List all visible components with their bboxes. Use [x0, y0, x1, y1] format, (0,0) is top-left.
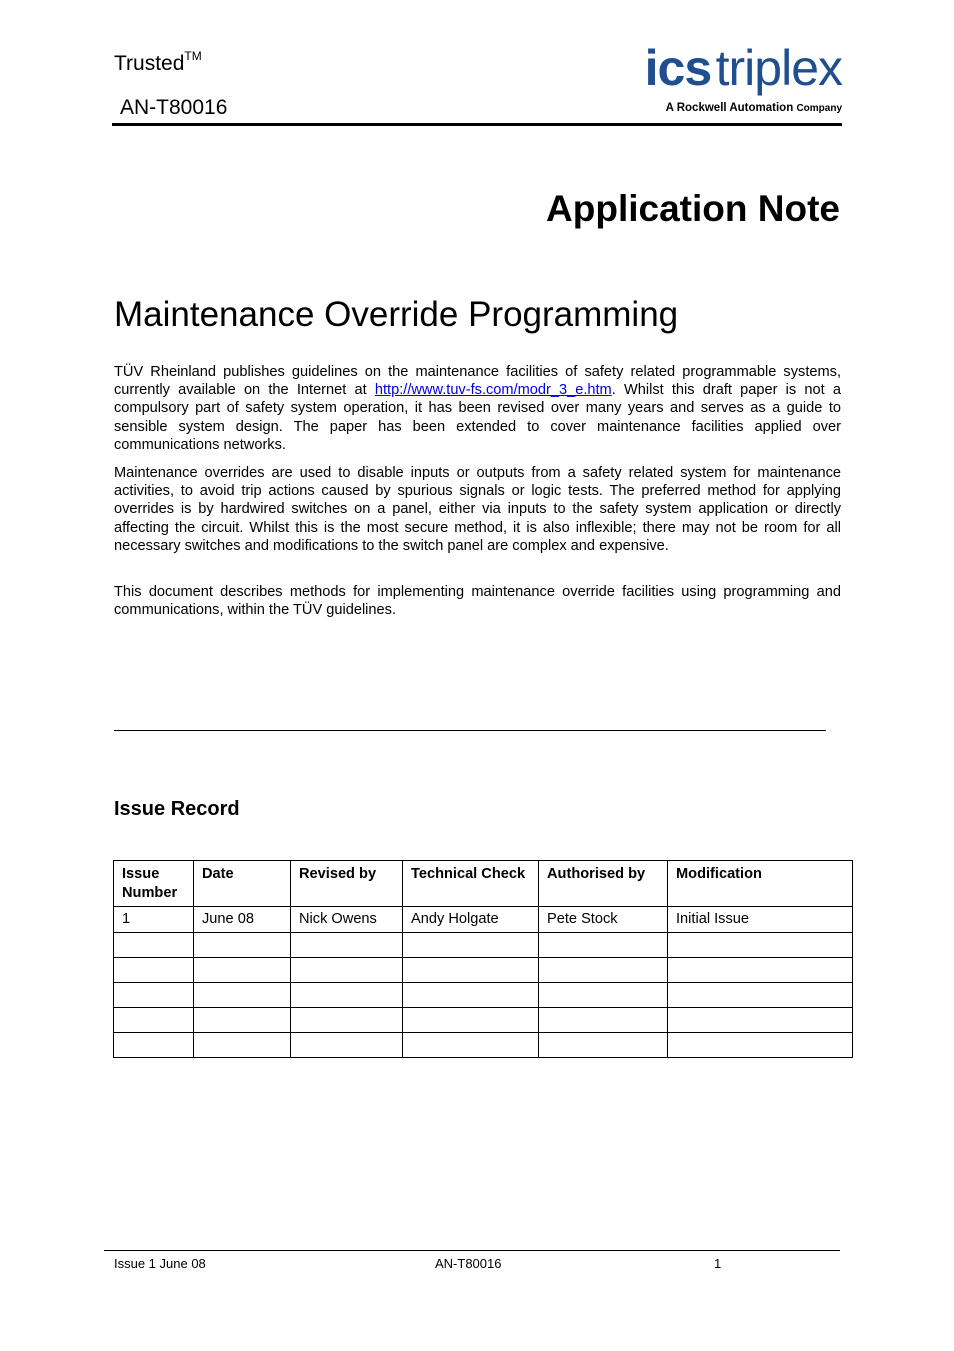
table-header-row: [114, 861, 853, 907]
table-cell: [291, 1033, 403, 1058]
column-header: Issue Number: [114, 861, 194, 907]
table-cell: [291, 958, 403, 983]
logo-triplex: triplex: [715, 40, 842, 96]
table-cell: [194, 983, 291, 1008]
table-cell: [403, 1033, 539, 1058]
document-number: AN-T80016: [120, 96, 228, 119]
issue-record-heading: Issue Record: [114, 798, 240, 820]
table-cell: [403, 958, 539, 983]
column-header: Revised by: [291, 861, 403, 907]
table-cell: [114, 933, 194, 958]
column-header: Date: [194, 861, 291, 907]
document-type-heading: Application Note: [546, 188, 840, 229]
table-cell: [539, 1008, 668, 1033]
ics-triplex-logo: [612, 40, 844, 122]
logo-ics: ics: [644, 40, 712, 96]
product-label: Trusted: [114, 52, 185, 75]
logo-tagline-suffix: Company: [796, 103, 842, 114]
table-cell: [539, 933, 668, 958]
table-cell: [194, 933, 291, 958]
section-separator: [114, 730, 826, 731]
product-name: [114, 50, 202, 78]
intro-paragraph: [114, 363, 841, 454]
header-rule: [112, 123, 842, 126]
table-cell: [403, 983, 539, 1008]
table-row: [114, 958, 853, 983]
logo-tagline: [666, 102, 842, 114]
page-number: 1: [714, 1256, 722, 1271]
table-cell: [194, 1033, 291, 1058]
table-row: [114, 907, 853, 933]
table-cell: [291, 983, 403, 1008]
logo-wordmark: [645, 40, 842, 109]
table-cell: [291, 933, 403, 958]
tuv-guidelines-link[interactable]: http://www.tuv-fs.com/modr_3_e.htm: [374, 382, 612, 399]
table-cell: [668, 958, 853, 983]
table-cell: [403, 1008, 539, 1033]
table-cell: [114, 958, 194, 983]
table-cell: [668, 1008, 853, 1033]
trademark-mark: TM: [184, 49, 202, 63]
table-cell: Andy Holgate: [403, 907, 539, 933]
table-cell: [668, 983, 853, 1008]
table-cell: [194, 958, 291, 983]
table-cell: [668, 1033, 853, 1058]
column-header: Modification: [668, 861, 853, 907]
p1-text-before: TÜV Rheinland publishes guidelines on the maintenance facilities of safety related programmable systems, currently available on the Internet at: [114, 364, 841, 399]
table-cell: [668, 933, 853, 958]
table-cell: [291, 1008, 403, 1033]
issue-record-table: [113, 860, 853, 1058]
column-header: Authorised by: [539, 861, 668, 907]
table-cell: [403, 933, 539, 958]
table-row: [114, 1033, 853, 1058]
table-cell: [539, 958, 668, 983]
footer-issue: Issue 1 June 08: [114, 1256, 206, 1271]
table-row: [114, 983, 853, 1008]
table-cell: [539, 983, 668, 1008]
table-row: [114, 933, 853, 958]
document-title: Maintenance Override Programming: [114, 295, 679, 334]
table-row: [114, 1008, 853, 1033]
scope-paragraph: This document describes methods for implementing maintenance override facilities using programming and communications, within the TÜV guidelines.: [114, 584, 841, 619]
column-header: Technical Check: [403, 861, 539, 907]
footer-rule: [104, 1250, 840, 1251]
table-cell: Initial Issue: [668, 907, 853, 933]
table-cell: [114, 1033, 194, 1058]
table-cell: 1: [114, 907, 194, 933]
logo-tagline-main: A Rockwell Automation: [665, 102, 794, 114]
table-cell: [114, 983, 194, 1008]
table-cell: Pete Stock: [539, 907, 668, 933]
footer-doc-number: AN-T80016: [435, 1256, 502, 1271]
table-cell: June 08: [194, 907, 291, 933]
overrides-paragraph: Maintenance overrides are used to disable inputs or outputs from a safety related system for maintenance activities, to avoid trip actions caused by spurious signals or logic tests. The preferred method for applying overrides is by hardwired switches on a panel, either via inputs to the safety system application or directly affecting the circuit. Whilst this is the most secure method, it is also inflexible; there may not be room for all necessary switches and modifications to the switch panel are complex and expensive.: [114, 465, 841, 554]
table-cell: [114, 1008, 194, 1033]
p1-text-after: . Whilst this draft paper is not a compulsory part of safety system operation, it has been revised over many years and serves as a guide to sensible system design. The paper has been extended to cover maintenance facilities applied over communications networks.: [114, 382, 842, 453]
table-cell: [194, 1008, 291, 1033]
table-cell: Nick Owens: [291, 907, 403, 933]
table-cell: [539, 1033, 668, 1058]
